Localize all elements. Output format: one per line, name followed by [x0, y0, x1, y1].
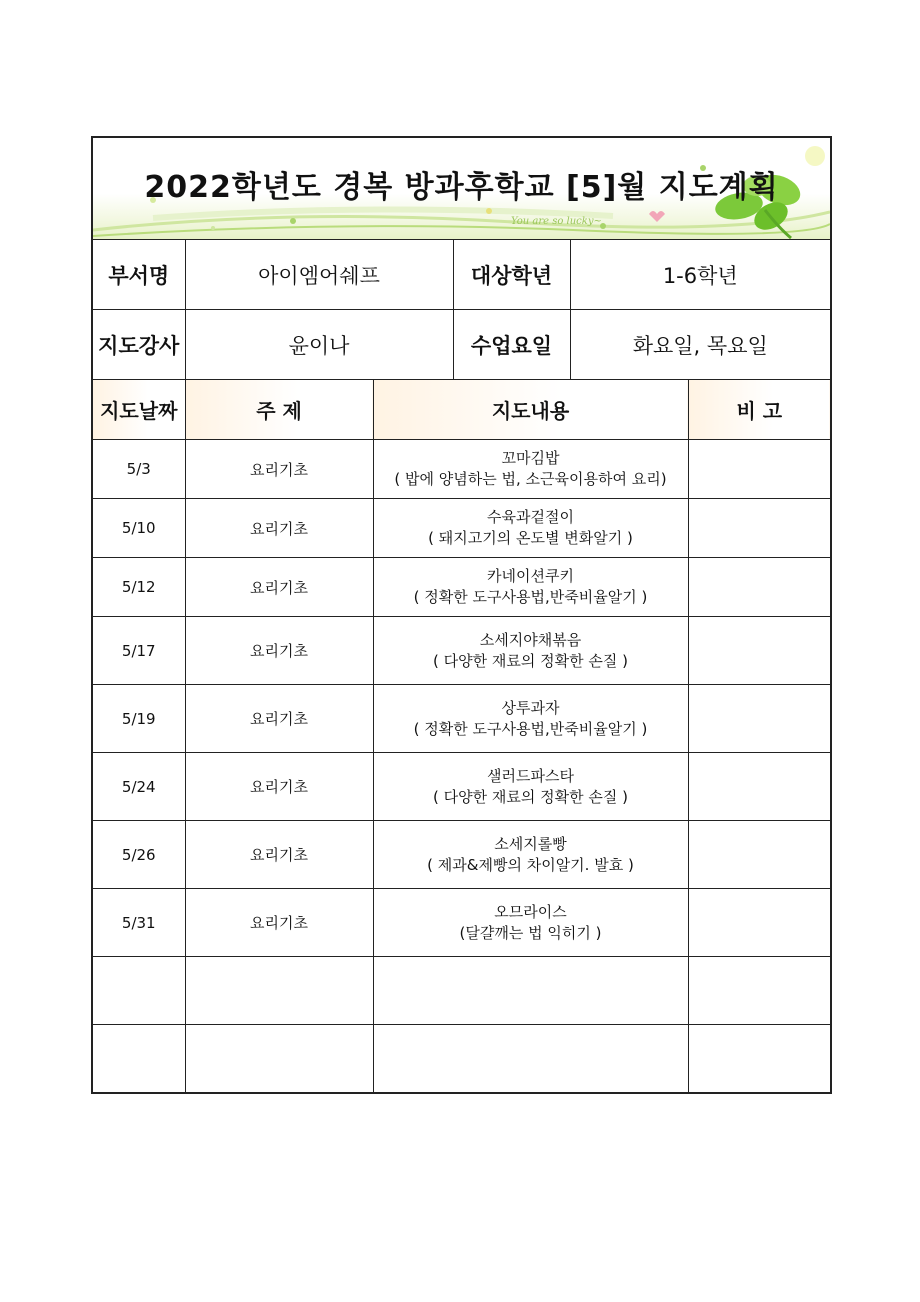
- content-detail: ( 정확한 도구사용법,반죽비율알기 ): [413, 719, 648, 738]
- row-date: 5/31: [93, 889, 185, 957]
- row-content: [373, 558, 688, 617]
- content-title: 상투과자: [501, 698, 560, 717]
- table-row: [93, 753, 830, 821]
- content-detail: ( 제과&제빵의 차이알기. 발효 ): [427, 855, 634, 874]
- row-note: [688, 558, 830, 617]
- row-content: [373, 685, 688, 753]
- content-detail: ( 정확한 도구사용법,반죽비율알기 ): [413, 588, 648, 606]
- row-topic: 요리기초: [185, 753, 373, 821]
- row-date: 5/12: [93, 558, 185, 617]
- row-topic: 요리기초: [185, 821, 373, 889]
- row-topic: 요리기초: [185, 440, 373, 499]
- teacher-value: 윤이나: [185, 310, 453, 380]
- row-date: 5/26: [93, 821, 185, 889]
- row-note: [688, 617, 830, 685]
- info-table: [93, 240, 830, 379]
- row-topic: [185, 957, 373, 1025]
- content-title: 소세지야채볶음: [479, 630, 582, 649]
- row-topic: [185, 1025, 373, 1093]
- table-row: [93, 889, 830, 957]
- header-content: 지도내용: [373, 380, 688, 440]
- content-detail: ( 돼지고기의 온도별 변화알기 ): [428, 529, 633, 547]
- table-row: [93, 617, 830, 685]
- grade-value: 1-6학년: [570, 240, 830, 310]
- teacher-label: 지도강사: [93, 310, 185, 380]
- row-content: [373, 889, 688, 957]
- schedule-table: [93, 379, 830, 1092]
- content-title: 소세지롤빵: [494, 834, 567, 853]
- row-date: 5/10: [93, 499, 185, 558]
- row-note: [688, 440, 830, 499]
- grade-label: 대상학년: [453, 240, 570, 310]
- row-date: 5/17: [93, 617, 185, 685]
- row-date: [93, 1025, 185, 1093]
- info-row-dept: [93, 240, 830, 310]
- row-date: [93, 957, 185, 1025]
- row-topic: 요리기초: [185, 499, 373, 558]
- row-date: 5/3: [93, 440, 185, 499]
- row-topic: 요리기초: [185, 685, 373, 753]
- row-note: [688, 957, 830, 1025]
- dept-label: 부서명: [93, 240, 185, 310]
- table-row: [93, 685, 830, 753]
- header-date: 지도날짜: [93, 380, 185, 440]
- day-label: 수업요일: [453, 310, 570, 380]
- content-title: 수육과겉절이: [487, 508, 574, 526]
- row-content: [373, 499, 688, 558]
- content-title: 꼬마김밥: [501, 449, 560, 467]
- header-topic: 주 제: [185, 380, 373, 440]
- content-detail: (달걀깨는 법 익히기 ): [459, 923, 602, 942]
- content-detail: ( 밥에 양념하는 법, 소근육이용하여 요리): [394, 470, 667, 488]
- row-date: 5/24: [93, 753, 185, 821]
- table-row: [93, 499, 830, 558]
- plan-document: [91, 136, 832, 1094]
- row-note: [688, 1025, 830, 1093]
- page-title: 2022학년도 경복 방과후학교 [5]월 지도계획: [144, 170, 779, 205]
- row-topic: 요리기초: [185, 558, 373, 617]
- content-title: 카네이션쿠키: [487, 567, 574, 585]
- banner-script: You are so lucky~: [511, 216, 602, 227]
- table-row: [93, 821, 830, 889]
- table-row: [93, 558, 830, 617]
- row-note: [688, 889, 830, 957]
- content-detail: ( 다양한 재료의 정확한 손질 ): [433, 787, 628, 806]
- table-row-empty: [93, 957, 830, 1025]
- row-note: [688, 753, 830, 821]
- row-content: [373, 1025, 688, 1093]
- row-note: [688, 499, 830, 558]
- row-content: [373, 753, 688, 821]
- row-note: [688, 685, 830, 753]
- content-title: 샐러드파스타: [487, 766, 574, 785]
- table-row: [93, 440, 830, 499]
- row-topic: 요리기초: [185, 889, 373, 957]
- day-value: 화요일, 목요일: [570, 310, 830, 380]
- dept-value: 아이엠어쉐프: [185, 240, 453, 310]
- content-title: 오므라이스: [494, 902, 567, 921]
- row-date: 5/19: [93, 685, 185, 753]
- row-content: [373, 957, 688, 1025]
- row-note: [688, 821, 830, 889]
- row-topic: 요리기초: [185, 617, 373, 685]
- content-detail: ( 다양한 재료의 정확한 손질 ): [433, 651, 628, 670]
- info-row-teacher: [93, 310, 830, 380]
- row-content: [373, 440, 688, 499]
- schedule-header-row: [93, 380, 830, 440]
- row-content: [373, 617, 688, 685]
- title-banner: [93, 138, 830, 240]
- header-note: 비 고: [688, 380, 830, 440]
- row-content: [373, 821, 688, 889]
- table-row-empty: [93, 1025, 830, 1093]
